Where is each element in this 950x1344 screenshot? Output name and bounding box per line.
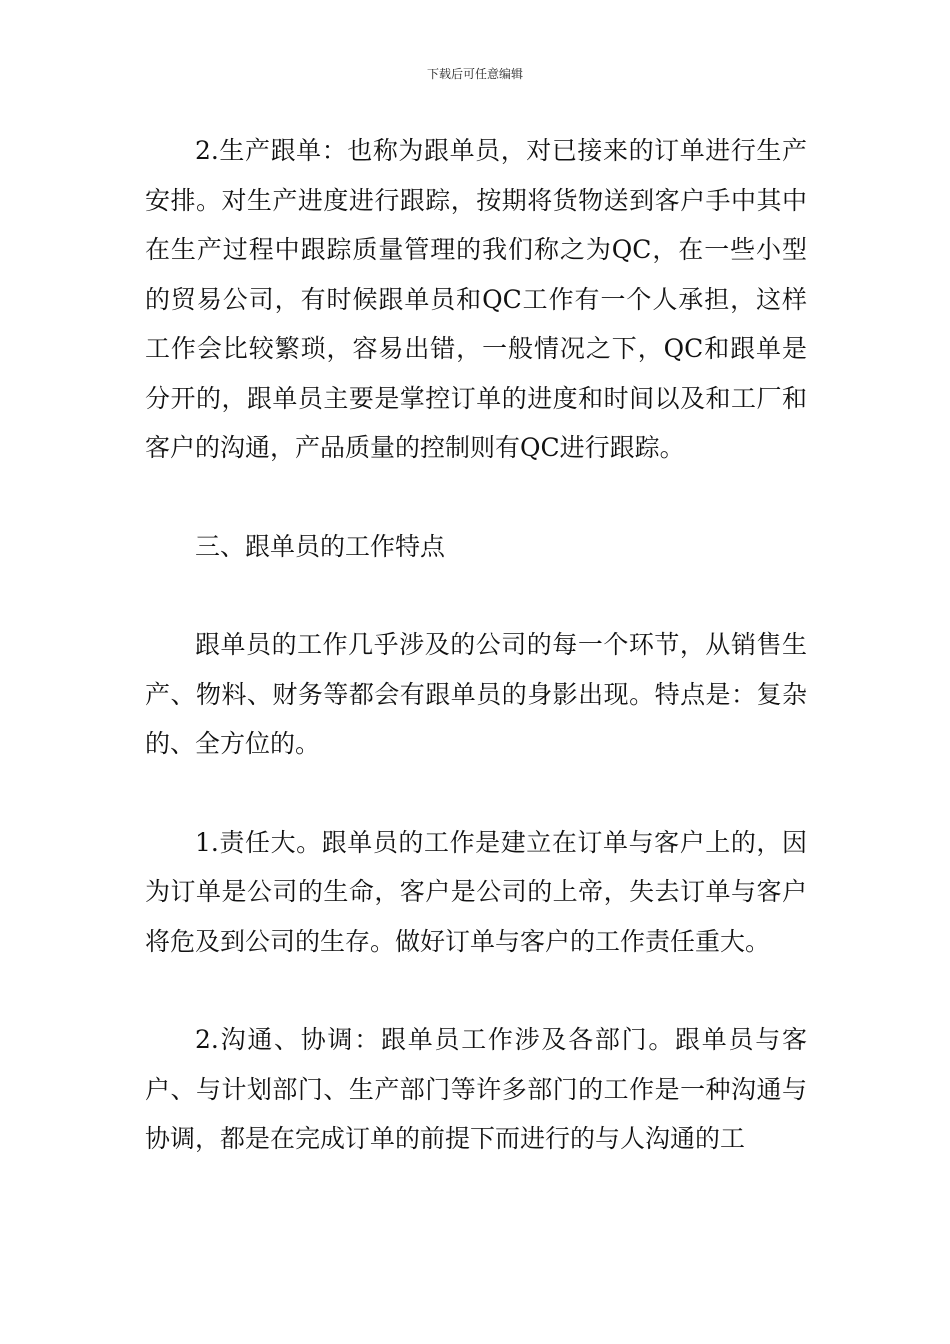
section-heading-characteristics: 三、跟单员的工作特点 [195, 531, 446, 561]
paragraph-production-tracking: 2.生产跟单：也称为跟单员，对已接来的订单进行生产安排。对生产进度进行跟踪，按期将货物送到客户手中其中在生产过程中跟踪质量管理的我们称之为QC，在一些小型的贸易公司，有时候跟单员和QC工作有一个人承担，这样工作会比较繁琐，容易出错，一般情况之下，QC和跟单是分开的，跟单员主要是掌控订单的进度和时间以及和工厂和客户的沟通，产品质量的控制则有QC进行跟踪。 [145, 136, 807, 462]
document-body [145, 126, 807, 1164]
paragraph-responsibility: 1.责任大。跟单员的工作是建立在订单与客户上的，因为订单是公司的生命，客户是公司的上帝，失去订单与客户将危及到公司的生存。做好订单与客户的工作责任重大。 [145, 827, 807, 956]
page-header: 下载后可任意编辑 [426, 67, 523, 81]
paragraph-communication: 2.沟通、协调：跟单员工作涉及各部门。跟单员与客户、与计划部门、生产部门等许多部门的工作是一种沟通与协调，都是在完成订单的前提下而进行的与人沟通的工 [145, 1025, 807, 1153]
paragraph-characteristics-intro: 跟单员的工作几乎涉及的公司的每一个环节，从销售生产、物料、财务等都会有跟单员的身影出现。特点是：复杂的、全方位的。 [145, 630, 807, 758]
